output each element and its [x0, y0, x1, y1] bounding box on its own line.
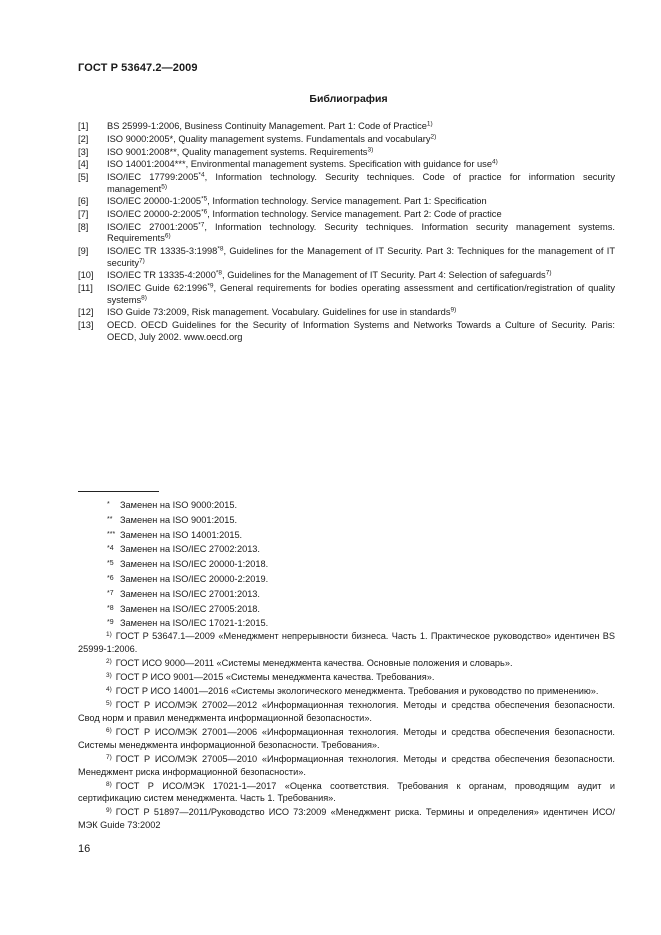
- replacement-mark: *8: [107, 604, 114, 612]
- footnote: [78, 698, 615, 724]
- footnote-mark: 1): [106, 631, 112, 638]
- reference-title: ISO 9001:2008**, Quality management systems. Requirements: [107, 146, 368, 157]
- footnote-mark: 4): [106, 686, 112, 694]
- reference-designation: ISO/IEC TR 13335-3:1998: [107, 246, 218, 257]
- reference-designation: ISO/IEC 20000-2:2005: [107, 209, 202, 220]
- reference-title: , Guidelines for the Management of IT Security. Part 4: Selection of safeguards: [222, 270, 546, 281]
- reference-number: [1]: [78, 121, 89, 131]
- reference-number: [3]: [78, 146, 89, 157]
- footnote-ref-mark: 5): [161, 183, 168, 191]
- replacement-note: [107, 587, 268, 602]
- reference-title: BS 25999-1:2006, Business Continuity Management. Part 1: Code of Practice: [107, 121, 427, 131]
- footnote-mark: 3): [106, 671, 112, 679]
- footnote: [78, 805, 615, 831]
- footnote-divider: [78, 491, 159, 492]
- reference-item: [78, 222, 615, 245]
- reference-designation: ISO/IEC 17799:2005: [107, 172, 199, 183]
- footnote: [78, 670, 615, 684]
- reference-title: ISO Guide 73:2009, Risk management. Vocabulary. Guidelines for use in standards: [107, 307, 451, 318]
- reference-text: [107, 209, 615, 220]
- reference-text: [107, 121, 615, 132]
- replacement-mark: *4: [198, 171, 205, 179]
- replacement-mark: *9: [107, 619, 114, 627]
- replacement-text: Заменен на ISO/IEC 17021-1:2015.: [120, 618, 269, 629]
- reference-item: [78, 320, 615, 343]
- footnote-ref-mark: 3): [367, 146, 374, 154]
- reference-text: [107, 134, 615, 145]
- replacement-mark: *8: [217, 245, 224, 253]
- reference-number: [9]: [78, 246, 89, 257]
- replacement-text: Заменен на ISO 14001:2015.: [120, 529, 243, 540]
- footnote-text: ГОСТ Р ИСО/МЭК 17021-1—2017 «Оценка соответствия. Требования к органам, проводящим аудит и сертификацию систем менеджмента. Часть 1. Требования».: [78, 780, 615, 804]
- replacement-mark: *5: [201, 195, 208, 203]
- replacement-mark: *6: [107, 574, 114, 582]
- replacement-text: Заменен на ISO 9001:2015.: [120, 514, 237, 525]
- replacement-mark: *8: [215, 269, 223, 277]
- replacement-mark: *5: [107, 560, 114, 568]
- footnote-ref-mark: 2): [430, 133, 437, 141]
- reference-number: [5]: [78, 172, 89, 183]
- replacement-text: Заменен на ISO/IEC 20000-1:2018.: [120, 559, 269, 570]
- reference-number: [12]: [78, 307, 94, 318]
- footnote: [78, 725, 615, 751]
- replacement-mark: *7: [107, 589, 114, 597]
- reference-number: [8]: [78, 221, 89, 232]
- footnote-list: [78, 629, 615, 832]
- replacement-mark: *6: [201, 208, 208, 216]
- footnote: [78, 684, 615, 698]
- footnote-mark: 2): [106, 657, 112, 665]
- replacement-text: Заменен на ISO/IEC 27005:2018.: [120, 603, 260, 614]
- reference-number: [4]: [78, 159, 89, 170]
- reference-designation: ISO/IEC 27001:2005: [107, 221, 199, 232]
- reference-item: [78, 209, 615, 220]
- reference-number: [13]: [78, 320, 94, 331]
- footnote-mark: 5): [106, 700, 112, 708]
- reference-title: , General requirements for bodies operating assessment and certification/registration of quality systems: [107, 283, 615, 305]
- reference-title: , Information technology. Service management. Part 1: Specification: [207, 196, 487, 207]
- footnote-mark: 8): [106, 780, 112, 788]
- reference-text: [107, 172, 615, 195]
- reference-title: ISO 9000:2005*, Quality management systems. Fundamentals and vocabulary: [107, 133, 431, 144]
- footnote: [78, 779, 615, 805]
- reference-text: [107, 283, 615, 306]
- reference-item: [78, 147, 615, 158]
- footnote-ref-mark: 7): [545, 269, 552, 277]
- replacement-note: [107, 498, 268, 513]
- reference-number: [7]: [78, 209, 89, 220]
- reference-text: [107, 270, 615, 281]
- standard-header: ГОСТ Р 53647.2—2009: [78, 62, 198, 74]
- footnote: [78, 629, 615, 655]
- footnote-text: ГОСТ Р ИСО 14001—2016 «Системы экологического менеджмента. Требования и руководство по применению».: [115, 686, 599, 697]
- reference-number: [6]: [78, 196, 89, 207]
- reference-title: , Information technology. Security techniques. Information security management systems. Requirements: [107, 221, 616, 244]
- reference-item: [78, 172, 615, 195]
- replacement-text: Заменен на ISO/IEC 20000-2:2019.: [120, 573, 269, 584]
- footnote-mark: 6): [106, 727, 112, 735]
- replacement-text: Заменен на ISO/IEC 27001:2013.: [120, 588, 260, 599]
- replacement-text: Заменен на ISO 9000:2015.: [120, 500, 237, 510]
- reference-designation: ISO/IEC 20000-1:2005: [107, 196, 202, 207]
- reference-item: [78, 246, 615, 269]
- reference-item: [78, 159, 615, 170]
- replacement-mark: *9: [207, 282, 214, 290]
- footnote-text: ГОСТ Р 51897—2011/Руководство ИСО 73:2009 «Менеджмент риска. Термины и определения» идентичен ИСО/МЭК Guide 73:2002: [78, 807, 615, 831]
- footnote-text: ГОСТ Р 53647.1—2009 «Менеджмент непрерывности бизнеса. Часть 1. Практическое руководство» идентичен BS 25999-1:2006.: [78, 631, 615, 654]
- reference-designation: ISO/IEC TR 13335-4:2000: [107, 270, 216, 281]
- footnote-text: ГОСТ Р ИСО 9001—2015 «Системы менеджмента качества. Требования».: [115, 671, 435, 682]
- bibliography-title: Библиография: [309, 93, 388, 105]
- replacement-mark: ***: [107, 530, 116, 538]
- footnote-text: ГОСТ Р ИСО/МЭК 27002—2012 «Информационная технология. Методы и средства обеспечения безопасности. Свод норм и правил менеджмента информационной безопасности».: [78, 700, 615, 723]
- reference-text: [107, 246, 615, 269]
- reference-item: [78, 134, 615, 145]
- page-number: 16: [78, 843, 91, 855]
- reference-text: [107, 196, 615, 207]
- footnote-ref-mark: 9): [450, 306, 457, 314]
- replacement-note: [107, 542, 268, 557]
- reference-item: [78, 283, 615, 306]
- reference-designation: ISO/IEC Guide 62:1996: [107, 283, 208, 294]
- footnote-ref-mark: 4): [492, 158, 498, 166]
- footnote-text: ГОСТ Р ИСО/МЭК 27005—2010 «Информационная технология. Методы и средства обеспечения безопасности. Менеджмент риска информационной безопасности».: [78, 753, 615, 777]
- footnote-ref-mark: 8): [141, 294, 147, 302]
- reference-title: , Information technology. Security techniques. Code of practice for information security management: [107, 172, 616, 194]
- reference-number: [10]: [78, 270, 94, 281]
- replacement-note: [107, 602, 268, 617]
- footnote: [78, 752, 615, 778]
- reference-title: , Information technology. Service management. Part 2: Code of practice: [207, 209, 502, 220]
- replacement-note: [107, 572, 268, 587]
- reference-number: [2]: [78, 133, 89, 144]
- replacement-mark: *: [107, 501, 110, 508]
- reference-title: , Guidelines for the Management of IT Security. Part 3: Techniques for the management of IT security: [107, 246, 615, 268]
- replacement-notes: [107, 498, 268, 631]
- replacement-mark: **: [107, 515, 113, 523]
- reference-item: [78, 270, 615, 281]
- footnote-text: ГОСТ Р ИСО/МЭК 27001—2006 «Информационная технология. Методы и средства обеспечения безопасности. Системы менеджмента информационной безопасности. Требования».: [78, 727, 615, 750]
- reference-item: [78, 196, 615, 207]
- reference-item: [78, 307, 615, 318]
- footnote: [78, 656, 615, 670]
- footnote-mark: 7): [106, 753, 112, 761]
- reference-text: [107, 159, 615, 170]
- footnote-ref-mark: 6): [164, 232, 171, 240]
- reference-title: OECD. OECD Guidelines for the Security of Information Systems and Networks Towards a Culture of Security. Paris: OECD, July 2002. www.oecd.org: [107, 320, 615, 342]
- replacement-mark: *7: [198, 221, 205, 229]
- footnote-mark: 9): [106, 807, 112, 815]
- reference-text: [107, 147, 615, 158]
- replacement-note: [107, 513, 268, 528]
- reference-item: [78, 121, 615, 132]
- reference-title: ISO 14001:2004***, Environmental management systems. Specification with guidance for use: [107, 159, 493, 170]
- reference-number: [11]: [78, 283, 93, 294]
- reference-text: [107, 320, 615, 343]
- replacement-note: [107, 557, 268, 572]
- replacement-note: [107, 528, 268, 543]
- replacement-text: Заменен на ISO/IEC 27002:2013.: [120, 544, 260, 555]
- replacement-mark: *4: [107, 545, 114, 553]
- footnote-text: ГОСТ ИСО 9000—2011 «Системы менеджмента качества. Основные положения и словарь».: [115, 657, 513, 668]
- footnote-ref-mark: 7): [139, 257, 145, 265]
- footnote-ref-mark: 1): [426, 120, 433, 128]
- reference-text: [107, 222, 615, 245]
- reference-text: [107, 307, 615, 318]
- reference-list: [78, 121, 615, 344]
